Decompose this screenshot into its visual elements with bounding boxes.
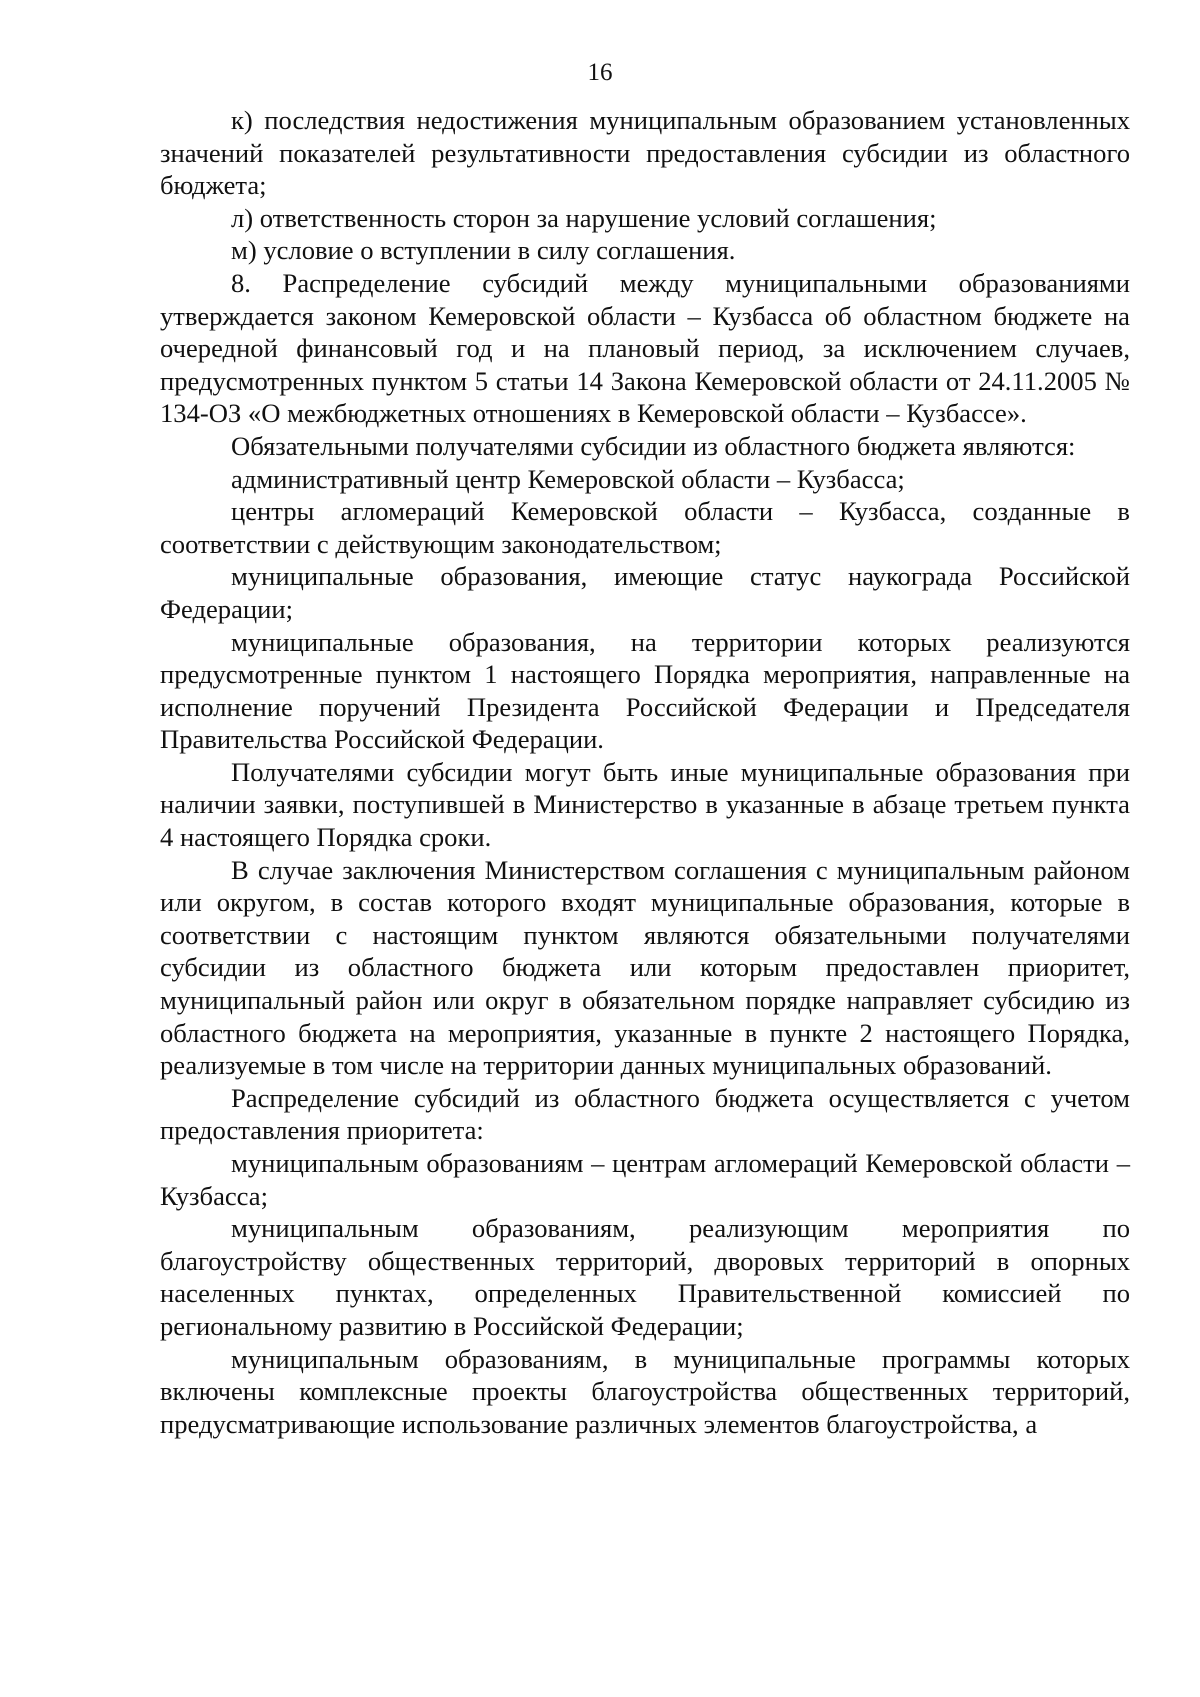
list-item-priority-support-settlements: муниципальным образованиям, реализующим мероприятия по благоустройству общественных территорий, дворовых территорий в опорных населенных пунктах, определенных Правительственной комиссией по региональному развитию в Российской Федерации;	[160, 1213, 1130, 1341]
document-body	[160, 104, 1130, 1440]
list-item-presidential-orders: муниципальные образования, на территории которых реализуются предусмотренные пунктом 1 настоящего Порядка мероприятия, направленные на исполнение поручений Президента Российской Федерации и Председателя Правительства Российской Федерации.	[160, 626, 1130, 755]
list-item-priority-complex-projects: муниципальным образованиям, в муниципальные программы которых включены комплексные проекты благоустройства общественных территорий, предусматривающие использование различных элементов благоустройства, а	[160, 1343, 1130, 1439]
paragraph-priority-distribution: Распределение субсидий из областного бюджета осуществляется с учетом предоставления приоритета:	[160, 1082, 1130, 1146]
paragraph-other-recipients: Получателями субсидии могут быть иные муниципальные образования при наличии заявки, поступившей в Министерство в указанные в абзаце третьем пункта 4 настоящего Порядка сроки.	[160, 756, 1130, 853]
page-number: 16	[587, 59, 613, 86]
paragraph-8-distribution: 8. Распределение субсидий между муниципальными образованиями утверждается законом Кемеровской области – Кузбасса об областном бюджете на очередной финансовый год и на плановый период, за исключением случаев, предусмотренных пунктом 5 статьи 14 Закона Кемеровской области от 24.11.2005 № 134-ОЗ «О межбюджетных отношениях в Кемеровской области – Кузбассе».	[160, 267, 1130, 429]
paragraph-district-agreement: В случае заключения Министерством соглашения с муниципальным районом или округом, в состав которого входят муниципальные образования, которые в соответствии с настоящим пунктом являются обязательными получателями субсидии из областного бюджета или которым предоставлен приоритет, муниципальный район или округ в обязательном порядке направляет субсидию из областного бюджета на мероприятия, указанные в пункте 2 настоящего Порядка, реализуемые в том числе на территории данных муниципальных образований.	[160, 854, 1130, 1081]
list-item-science-cities: муниципальные образования, имеющие статус наукограда Российской Федерации;	[160, 561, 1130, 624]
paragraph-k-consequences: к) последствия недостижения муниципальным образованием установленных значений показателей результативности предоставления субсидии из областного бюджета;	[160, 105, 1130, 201]
list-item-agglomeration-centers: центры агломераций Кемеровской области – Кузбасса, созданные в соответствии с действующим законодательством;	[160, 496, 1130, 559]
list-item-admin-center: административный центр Кемеровской области – Кузбасса;	[231, 463, 905, 494]
list-item-priority-agglomerations: муниципальным образованиям – центрам агломераций Кемеровской области – Кузбасса;	[160, 1148, 1130, 1211]
paragraph-l-responsibility: л) ответственность сторон за нарушение условий соглашения;	[231, 202, 937, 233]
paragraph-m-entry-into-force: м) условие о вступлении в силу соглашения.	[231, 235, 736, 266]
paragraph-mandatory-recipients: Обязательными получателями субсидии из областного бюджета являются:	[231, 430, 1076, 461]
